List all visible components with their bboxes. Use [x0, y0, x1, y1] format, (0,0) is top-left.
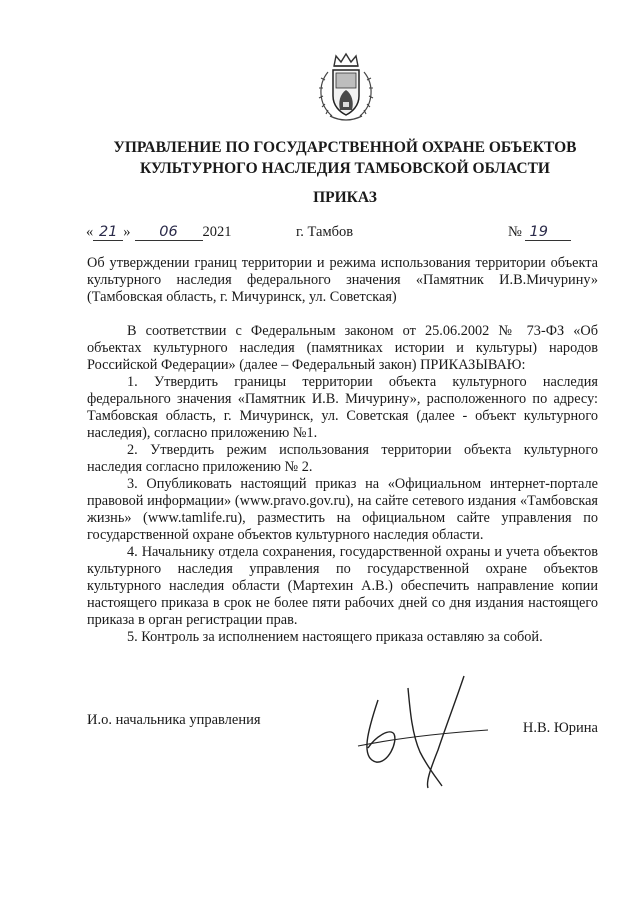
- signatory-position: И.о. начальника управления: [87, 712, 261, 728]
- order-item-5: 5. Контроль за исполнением настоящего приказа оставляю за собой.: [127, 629, 543, 645]
- order-item-1: 1. Утвердить границы территории объекта культурного наследия федерального значения «Памятник И.В. Мичурину», расположенного по адресу: Тамбовская область, г. Мичуринск, ул. Советская (далее - объект культурного наследия), согласно приложению №1.: [87, 374, 598, 441]
- order-number: [508, 224, 571, 241]
- order-date: [86, 224, 232, 241]
- organization-line-2: КУЛЬТУРНОГО НАСЛЕДИЯ ТАМБОВСКОЙ ОБЛАСТИ: [140, 160, 550, 177]
- signatory-name: Н.В. Юрина: [522, 720, 598, 736]
- date-month-handwritten: 06: [135, 224, 203, 241]
- document-type-title: ПРИКАЗ: [313, 189, 377, 206]
- date-close-quote: »: [123, 224, 131, 240]
- date-year: 2021: [202, 224, 232, 240]
- number-prefix: №: [508, 224, 522, 240]
- coat-of-arms-emblem: [316, 52, 376, 124]
- order-item-2: 2. Утвердить режим использования территории объекта культурного наследия согласно приложению № 2.: [87, 442, 598, 475]
- date-day-handwritten: 21: [93, 224, 123, 241]
- organization-name: [60, 137, 630, 179]
- order-body: [87, 323, 598, 646]
- handwritten-signature: [338, 670, 498, 790]
- order-city: г. Тамбов: [296, 224, 354, 240]
- order-subject: Об утверждении границ территории и режима использования территории объекта культурного наследия федерального значения «Памятник И.В.Мичурину» (Тамбовская область, г. Мичуринск, ул. Советская): [87, 255, 598, 305]
- order-item-4: 4. Начальнику отдела сохранения, государственной охраны и учета объектов культурного наследия управления по государственной охране объектов культурного наследия области (Мартехин А.В.) обеспечить направление копии настоящего приказа в срок не более пяти рабочих дней со дня издания настоящего приказа в орган регистрации прав.: [87, 544, 598, 628]
- order-item-3: 3. Опубликовать настоящий приказ на «Официальном интернет-портале правовой информации» (www.pravo.gov.ru), на сайте сетевого издания «Тамбовская жизнь» (www.tamlife.ru), разместить на официальном сайте управления по государственной охране объектов культурного наследия области.: [87, 476, 598, 543]
- preamble-paragraph: В соответствии с Федеральным законом от 25.06.2002 № 73-ФЗ «Об объектах культурного наследия (памятниках истории и культуры) народов Российской Федерации» (далее – Федеральный закон) ПРИКАЗЫВАЮ:: [87, 323, 598, 373]
- organization-line-1: УПРАВЛЕНИЕ ПО ГОСУДАРСТВЕННОЙ ОХРАНЕ ОБЪЕКТОВ: [113, 139, 577, 156]
- number-handwritten: 19: [525, 224, 571, 241]
- date-open-quote: «: [86, 224, 94, 240]
